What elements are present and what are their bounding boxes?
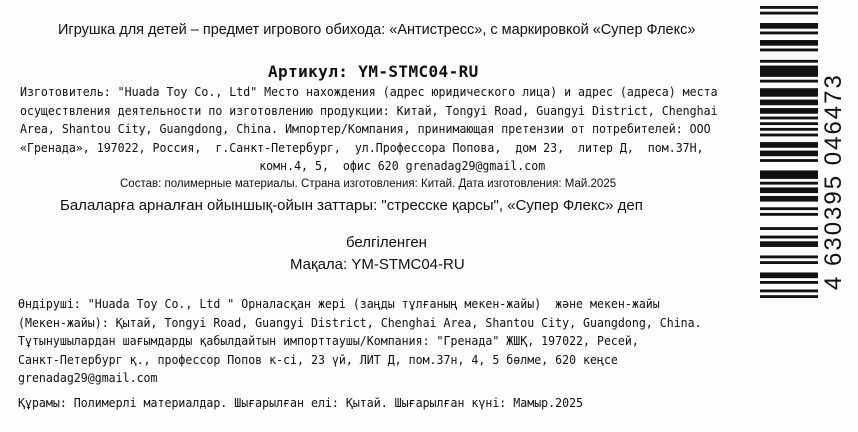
barcode-bar	[760, 134, 818, 137]
barcode-bar	[760, 32, 818, 35]
barcode-bar	[760, 128, 818, 131]
product-title: Игрушка для детей – предмет игрового обихода: «Антистресс», с маркировкой «Супер Флекс»	[58, 22, 696, 38]
barcode-bar	[760, 187, 818, 193]
ru-line: Area, Shantou City, Guangdong, China. Импортер/Компания, принимающая претензии от потребителей: ООО	[20, 121, 711, 136]
barcode-bar	[760, 117, 818, 120]
ru-line: осуществления деятельности по изготовлению продукции: Китай, Tongyi Road, Guangyi District, Chenghai	[20, 102, 718, 118]
ru-manufacturer-info	[20, 83, 718, 176]
barcode-bar	[760, 108, 818, 114]
barcode-bar	[760, 6, 818, 9]
barcode-bar	[760, 80, 818, 83]
kz-line: Өндіруші: "Huada Toy Co., Ltd " Орналасқан жері (заңды тұлғаның мекен-жайы) және мекен-жайы	[18, 296, 660, 311]
ru-line: Изготовитель: "Huada Toy Co., Ltd" Место нахождения (адрес юридического лица) и адрес (адреса) места	[20, 84, 718, 99]
barcode-bar	[760, 88, 818, 97]
kz-composition: Құрамы: Полимерлі материалдар. Шығарылған елі: Қытай. Шығарылған күні: Мамыр.2025	[18, 395, 584, 410]
barcode-bar	[760, 122, 818, 125]
barcode-bar	[760, 236, 818, 239]
barcode-bar	[760, 151, 818, 157]
kz-heading-continued: белгіленген	[346, 234, 427, 251]
kz-article-number: Мақала: YM-STMC04-RU	[290, 256, 465, 273]
barcode-bar	[760, 213, 818, 216]
kz-manufacturer-info	[18, 295, 702, 388]
barcode-bar	[760, 159, 818, 162]
barcode-bar	[760, 295, 818, 298]
kz-line: Санкт-Петербург қ., профессор Попов к-сі, 23 үй, ЛИТ Д, пом.37н, 4, 5 бөлме, 620 кеңсе	[18, 351, 618, 367]
barcode-bar	[760, 12, 818, 15]
barcode-bar	[760, 196, 818, 202]
barcode-bar	[760, 261, 818, 264]
ru-composition: Состав: полимерные материалы. Страна изготовления: Китай. Дата изготовления: Май.2025	[120, 178, 617, 190]
barcode-bar	[760, 182, 818, 185]
kz-heading: Балаларға арналған ойыншық-ойын заттары: "стресске қарсы", «Супер Флекс» деп	[60, 197, 643, 214]
barcode-bar	[760, 66, 818, 77]
ru-line: «Гренада», 197022, Россия, г.Санкт-Петербург, ул.Профессора Попова, дом 23, литер Д, пом.37Н,	[20, 139, 704, 155]
barcode-bar	[760, 255, 818, 258]
barcode-bar	[760, 49, 818, 52]
barcode-bar	[760, 241, 818, 247]
barcode-bar	[760, 100, 818, 106]
barcode-bar	[760, 227, 818, 230]
barcode-bar	[760, 142, 818, 148]
kz-line: (Мекен-жайы): Қытай, Tongyi Road, Guangyi District, Chenghai Area, Shantou City, Guangdong, China.	[18, 314, 702, 330]
kz-line: Тұтынушылардан шағымдарды қабылдайтын импорттаушы/Компания: "Гренада" ЖШҚ, 197022, Ресей,	[18, 333, 639, 349]
barcode-bars	[760, 6, 820, 298]
barcode-number: 4 630395 046473	[820, 73, 847, 290]
barcode-bar	[760, 207, 818, 210]
barcode-bar	[760, 272, 818, 278]
barcode-bar	[760, 23, 818, 29]
barcode-bar	[760, 281, 818, 284]
kz-line: grenadag29@gmail.com	[18, 370, 158, 386]
barcode-bar	[760, 170, 818, 179]
article-number: Артикул: YM-STMC04-RU	[268, 62, 479, 81]
ru-line: комн.4, 5, офис 620 grenadag29@gmail.com	[259, 158, 546, 173]
barcode-bar	[760, 290, 818, 293]
barcode-bar	[760, 60, 818, 63]
barcode-bar	[760, 40, 818, 46]
